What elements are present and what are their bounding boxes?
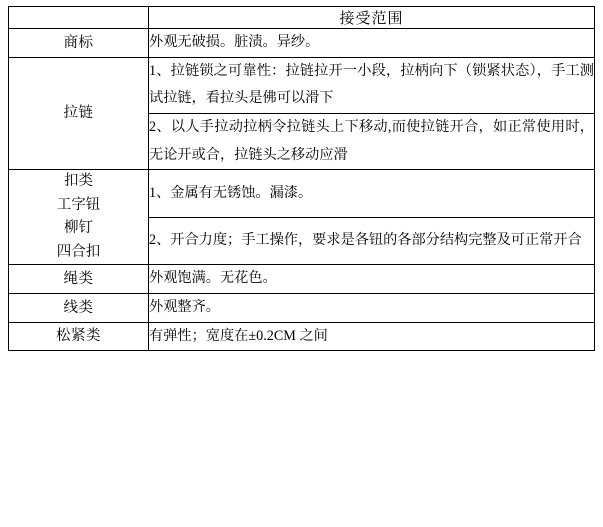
- row-label-buttons: [9, 170, 149, 265]
- row-content-cord: 外观饱满。无花色。: [149, 265, 595, 294]
- row-label-elastic: 松紧类: [9, 322, 149, 351]
- row-label-cord: 绳类: [9, 265, 149, 294]
- row-content-trademark: 外观无破损。脏渍。异纱。: [149, 29, 595, 58]
- row-label-buttons-line-2: 工字钮: [56, 196, 101, 213]
- row-label-thread: 线类: [9, 294, 149, 323]
- row-content-elastic: 有弹性；宽度在±0.2CM 之间: [149, 322, 595, 351]
- row-label-zipper: 拉链: [9, 57, 149, 170]
- table-row: [9, 29, 595, 58]
- header-content-cell: 接受范围: [149, 7, 595, 29]
- row-content-thread: 外观整齐。: [149, 294, 595, 323]
- table-row: [9, 170, 595, 217]
- table-row: [9, 265, 595, 294]
- header-label-cell: [9, 7, 149, 29]
- row-content-zipper-1: 1、拉链锁之可靠性：拉链拉开一小段，拉柄向下（锁紧状态），手工测试拉链，看拉头是佛可以滑下: [149, 57, 595, 113]
- row-content-buttons-1: 1、金属有无锈蚀。漏漆。: [149, 170, 595, 217]
- row-label-buttons-line-3: 柳钉: [64, 220, 93, 237]
- table-row: [9, 294, 595, 323]
- table-header-row: [9, 7, 595, 29]
- table-row: [9, 57, 595, 113]
- row-label-buttons-line-1: 扣类: [64, 173, 93, 190]
- row-content-zipper-2: 2、以人手拉动拉柄令拉链头上下移动,而使拉链开合，如正常使用时，无论开或合，拉链头之移动应滑: [149, 114, 595, 170]
- row-content-buttons-2: 2、开合力度；手工操作，要求是各钮的各部分结构完整及可正常开合: [149, 217, 595, 264]
- row-label-trademark: 商标: [9, 29, 149, 58]
- table-row: [9, 322, 595, 351]
- acceptance-criteria-table: [8, 6, 595, 351]
- row-label-buttons-line-4: 四合扣: [56, 243, 101, 260]
